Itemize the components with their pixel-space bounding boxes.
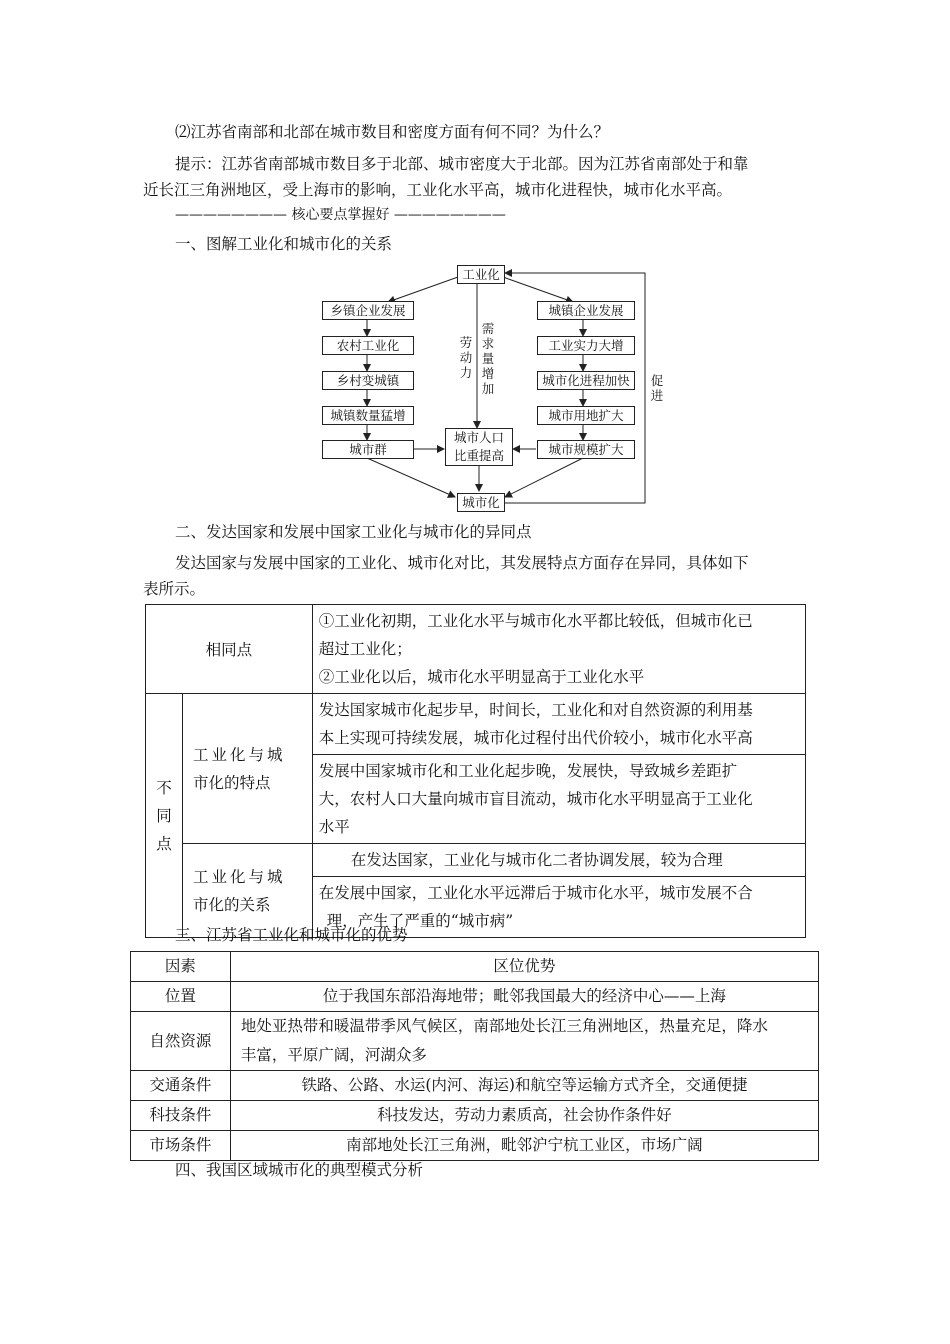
left-node-1: 乡镇企业发展	[322, 301, 414, 320]
table-row-same	[146, 605, 806, 694]
same-line-2: 超过工业化；	[318, 640, 412, 658]
table2-row-natural-resources	[131, 1012, 819, 1071]
label-demand: 需求量增加	[481, 321, 495, 396]
table2-row-market	[131, 1131, 819, 1161]
section2-title: 二、发达国家和发展中国家工业化与城市化的异同点	[175, 523, 532, 541]
relation-developing-line1: 在发展中国家，工业化水平远滞后于城市化水平，城市发展不合	[318, 884, 753, 902]
feature-developing-cell	[312, 755, 805, 844]
relation-developed-text: 在发达国家，工业化与城市化二者协调发展，较为合理	[350, 851, 723, 869]
diff-label: 不同点	[156, 778, 172, 853]
left-node-3: 乡村变城镇	[322, 371, 414, 390]
right-node-1: 城镇企业发展	[537, 301, 635, 320]
label-promote: 促进	[650, 373, 664, 403]
table2-row-technology	[131, 1101, 819, 1131]
factor-cell: 位置	[131, 982, 231, 1012]
relation-label-line1: 工业化与城	[192, 867, 286, 886]
node-urbanization: 城市化	[457, 493, 505, 512]
left-node-2: 农村工业化	[322, 336, 414, 355]
section2-para-line1: 发达国家与发展中国家的工业化、城市化对比，其发展特点方面存在异同，具体如下	[175, 554, 749, 572]
hint-text-line1: 提示：江苏省南部城市数目多于北部、城市密度大于北部。因为江苏省南部处于和靠	[175, 155, 749, 173]
label-labor: 劳动力	[459, 335, 473, 380]
table-row-relation-developed	[146, 844, 806, 877]
feature-developed-cell	[312, 694, 805, 755]
feature-developing-line3: 水平	[318, 818, 350, 836]
left-node-4: 城镇数量猛增	[322, 406, 414, 425]
table-row-feature-developed	[146, 694, 806, 755]
node-urban-population-ratio	[445, 428, 513, 466]
same-line-1: ①工业化初期，工业化水平与城市化水平都比较低，但城市化已	[318, 612, 753, 630]
header-advantage: 区位优势	[230, 952, 818, 982]
node-industrialization: 工业化	[457, 265, 505, 284]
same-line-3: ②工业化以后，城市化水平明显高于工业化水平	[318, 668, 645, 686]
feature-developed-line2: 本上实现可持续发展，城市化过程付出代价较小，城市化水平高	[318, 729, 753, 747]
same-label: 相同点	[205, 641, 253, 659]
left-node-5: 城市群	[322, 440, 414, 459]
factor-cell: 市场条件	[131, 1131, 231, 1161]
jiangsu-advantage-table	[130, 951, 819, 1161]
feature-label-cell	[182, 694, 312, 844]
question-text: ⑵江苏省南部和北部在城市数目和密度方面有何不同？为什么？	[175, 123, 610, 141]
advantage-cell: 铁路、公路、水运(内河、海运)和航空等运输方式齐全，交通便捷	[230, 1071, 818, 1101]
section4-title: 四、我国区域城市化的典型模式分析	[175, 1161, 424, 1179]
feature-developing-line2: 大，农村人口大量向城市盲目流动，城市化水平明显高于工业化	[318, 790, 753, 808]
feature-label-line1: 工业化与城	[192, 745, 286, 764]
section3-title: 三、江苏省工业化和城市化的优势	[175, 926, 408, 944]
diff-label-cell	[146, 694, 183, 938]
feature-label-line2: 市化的特点	[192, 773, 271, 792]
advantage-cell	[230, 1012, 818, 1071]
section2-para-line2: 表所示。	[143, 580, 206, 598]
advantage-cell: 位于我国东部沿海地带；毗邻我国最大的经济中心——上海	[230, 982, 818, 1012]
right-node-5: 城市规模扩大	[537, 440, 635, 459]
relation-label-line2: 市化的关系	[192, 895, 271, 914]
advantage-line1: 地处亚热带和暖温带季风气候区，南部地处长江三角洲地区，热量充足，降水	[240, 1017, 768, 1035]
feature-developed-line1: 发达国家城市化起步早，时间长，工业化和对自然资源的利用基	[318, 701, 753, 719]
factor-cell: 交通条件	[131, 1071, 231, 1101]
table2-row-location	[131, 982, 819, 1012]
factor-cell: 自然资源	[131, 1012, 231, 1071]
advantage-line2: 丰富，平原广阔，河湖众多	[240, 1046, 427, 1064]
relation-developed-cell	[312, 844, 805, 877]
advantage-cell: 科技发达，劳动力素质高，社会协作条件好	[230, 1101, 818, 1131]
advantage-cell: 南部地处长江三角洲，毗邻沪宁杭工业区，市场广阔	[230, 1131, 818, 1161]
table2-row-transport	[131, 1071, 819, 1101]
node-center-line1: 城市人口	[453, 430, 504, 445]
header-factor: 因素	[131, 952, 231, 982]
factor-cell: 科技条件	[131, 1101, 231, 1131]
relation-developing-line2: 理，产生了严重的“城市病”	[326, 912, 514, 930]
table2-header-row	[131, 952, 819, 982]
right-node-4: 城市用地扩大	[537, 406, 635, 425]
section-divider: ———————— 核心要点掌握好 ————————	[175, 207, 506, 223]
section1-title: 一、图解工业化和城市化的关系	[175, 235, 393, 253]
feature-developing-line1: 发展中国家城市化和工业化起步晚，发展快，导致城乡差距扩	[318, 762, 738, 780]
right-node-3: 城市化进程加快	[537, 371, 635, 390]
same-label-cell	[146, 605, 313, 694]
hint-text-line2: 近长江三角洲地区，受上海市的影响，工业化水平高，城市化进程快，城市化水平高。	[143, 181, 733, 199]
right-node-2: 工业实力大增	[537, 336, 635, 355]
node-center-line2: 比重提高	[453, 448, 504, 463]
comparison-table	[145, 604, 806, 938]
same-content-cell	[312, 605, 805, 694]
